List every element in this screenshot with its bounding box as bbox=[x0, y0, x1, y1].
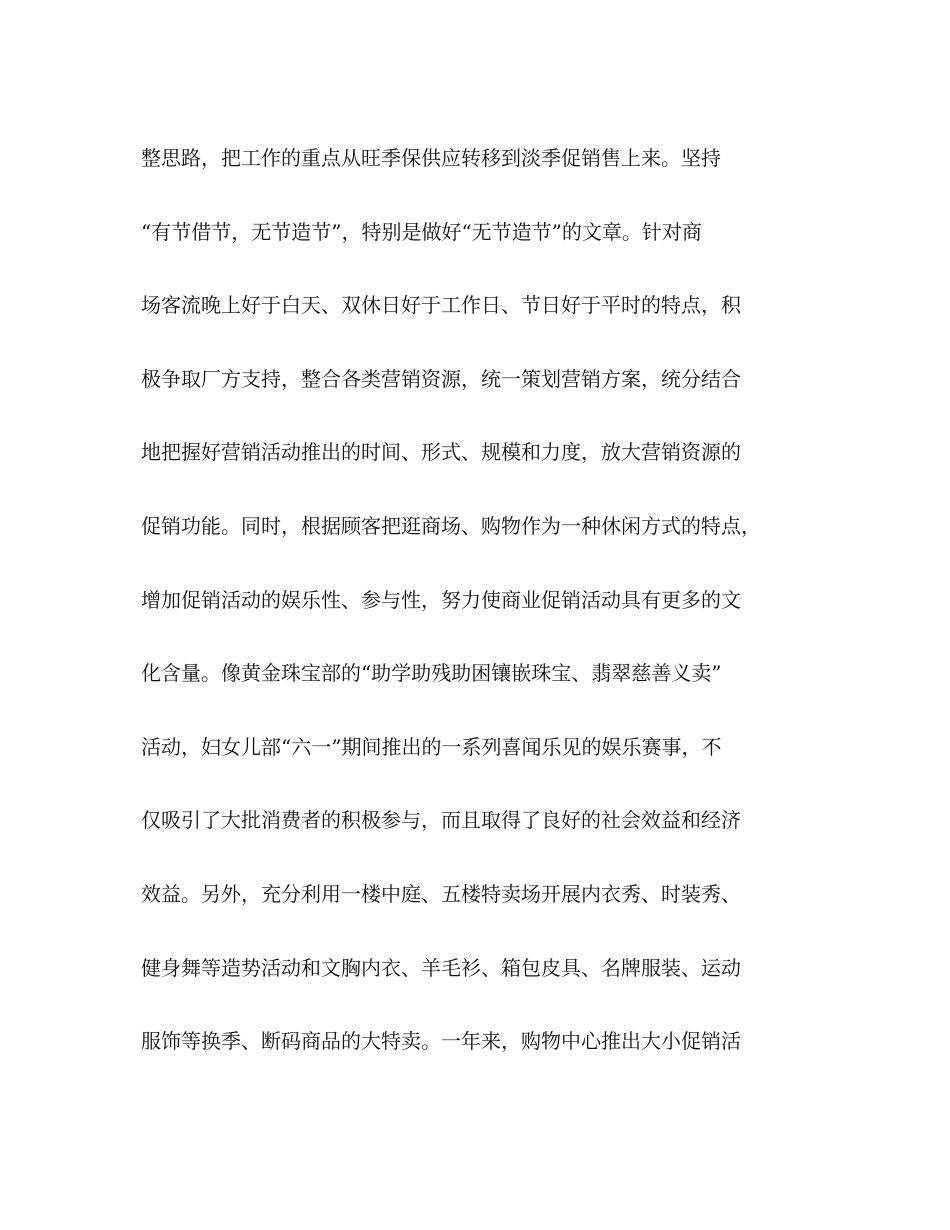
text-line: 整思路，把工作的重点从旺季保供应转移到淡季促销售上来。坚持 bbox=[141, 146, 721, 170]
text-line: 促销功能。同时，根据顾客把逛商场、购物作为一种休闲方式的特点， bbox=[141, 513, 761, 538]
text-line: 增加促销活动的娱乐性、参与性，努力使商业促销活动具有更多的文 bbox=[141, 587, 741, 612]
text-line: 极争取厂方支持，整合各类营销资源，统一策划营销方案，统分结合 bbox=[141, 366, 741, 391]
text-line: “有节借节，无节造节”，特别是做好“无节造节”的文章。针对商 bbox=[141, 219, 702, 244]
text-line: 健身舞等造势活动和文胸内衣、羊毛衫、箱包皮具、名牌服装、运动 bbox=[141, 955, 741, 980]
text-line: 化含量。像黄金珠宝部的“助学助残助困镶嵌珠宝、翡翠慈善义卖” bbox=[141, 661, 722, 686]
text-line: 服饰等换季、断码商品的大特卖。一年来，购物中心推出大小促销活 bbox=[141, 1029, 741, 1054]
body-text bbox=[141, 139, 811, 1096]
text-line: 效益。另外，充分利用一楼中庭、五楼特卖场开展内衣秀、时装秀、 bbox=[141, 881, 741, 906]
text-line: 地把握好营销活动推出的时间、形式、规模和力度，放大营销资源的 bbox=[141, 440, 741, 465]
text-line: 活动，妇女儿部“六一”期间推出的一系列喜闻乐见的娱乐赛事，不 bbox=[141, 734, 722, 759]
text-line: 仅吸引了大批消费者的积极参与，而且取得了良好的社会效益和经济 bbox=[141, 808, 741, 833]
text-line: 场客流晚上好于白天、双休日好于工作日、节日好于平时的特点，积 bbox=[141, 293, 741, 318]
